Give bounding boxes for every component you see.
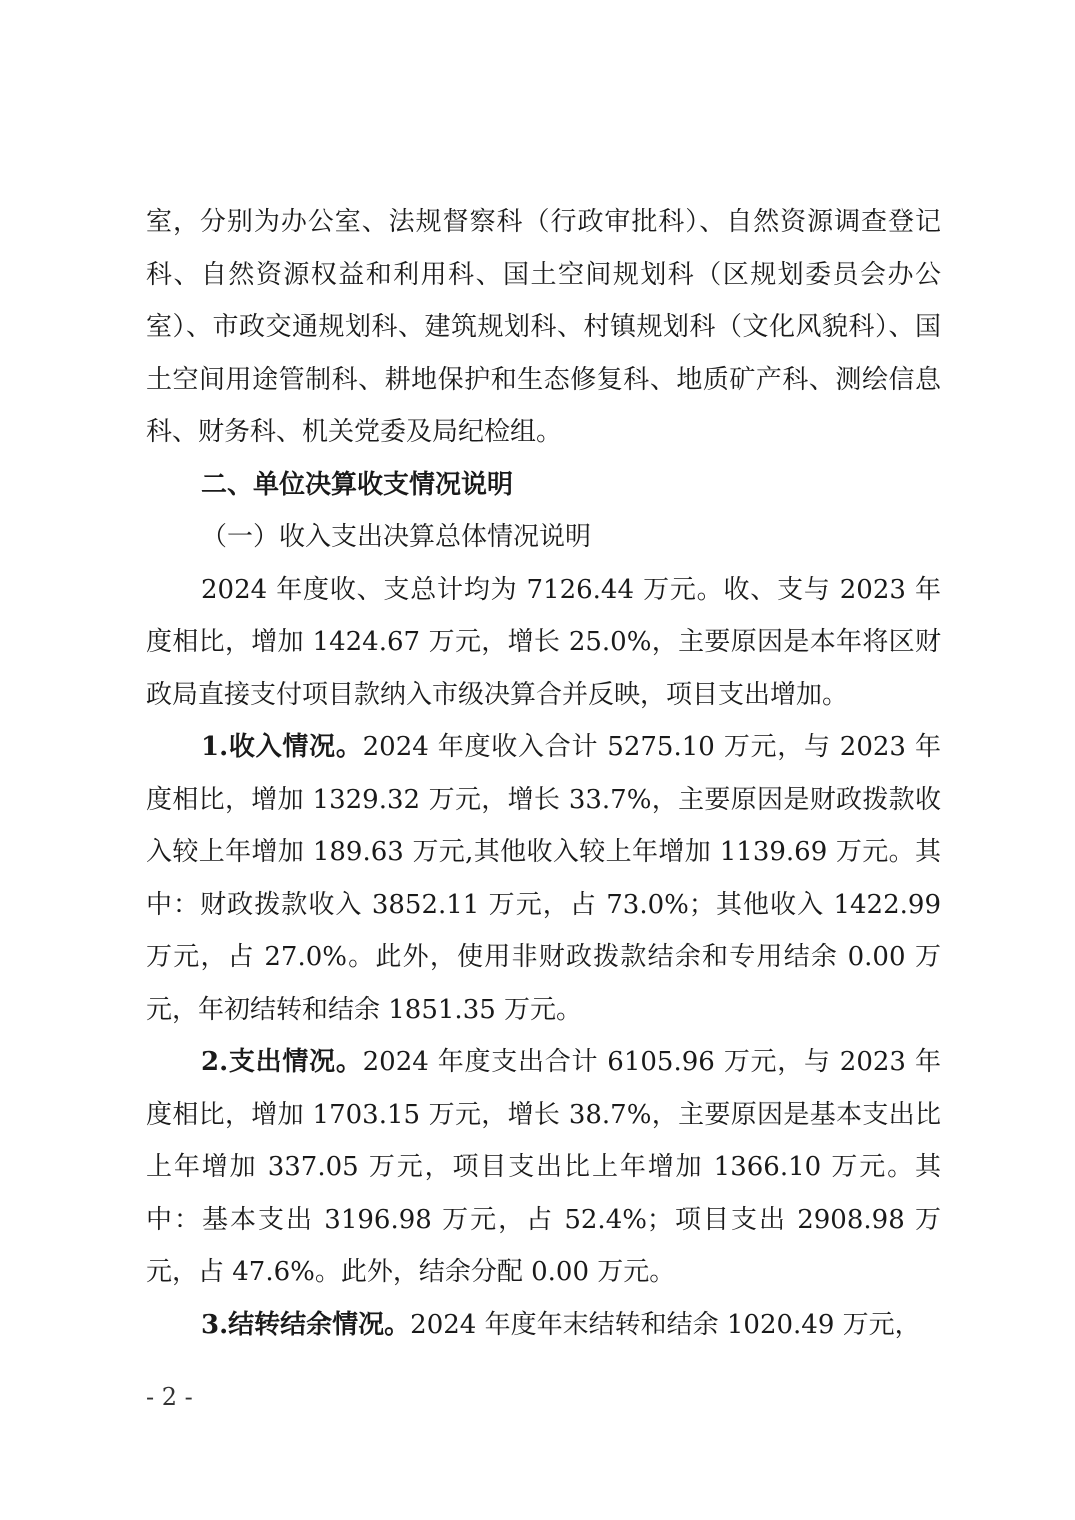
paragraph-income: [146, 721, 941, 1036]
paragraph-carryover: [146, 1299, 941, 1352]
document-body: [146, 196, 941, 1351]
carryover-body: 2024 年度年末结转和结余 1020.49 万元，: [410, 1309, 921, 1340]
subsection-heading: （一）收入支出决算总体情况说明: [201, 522, 592, 552]
income-body: 2024 年度收入合计 5275.10 万元，与 2023 年度相比，增加 1329.32 万元，增长 33.7%，主要原因是财政拨款收入较上年增加 189.63 万元,其他收入较上年增加 1139.69 万元。其中：财政拨款收入 3852.11 万元，占 73.0%；其他收入 1422.99 万元，占 27.0%。此外，使用非财政拨款结余和专用结余 0.00 万元，年初结转和结余 1851.35 万元。: [146, 732, 941, 1025]
income-lead: 1.收入情况。: [201, 732, 363, 762]
section-heading: 二、单位决算收支情况说明: [201, 469, 514, 500]
paragraph-departments: 室，分别为办公室、法规督察科（行政审批科）、自然资源调查登记科、自然资源权益和利用科、国土空间规划科（区规划委员会办公室）、市政交通规划科、建筑规划科、村镇规划科（文化风貌科）、国土空间用途管制科、耕地保护和生态修复科、地质矿产科、测绘信息科、财务科、机关党委及局纪检组。: [146, 207, 941, 447]
expense-body: 2024 年度支出合计 6105.96 万元，与 2023 年度相比，增加 1703.15 万元，增长 38.7%，主要原因是基本支出比上年增加 337.05 万元，项目支出比上年增加 1366.10 万元。其中：基本支出 3196.98 万元，占 52.4%；项目支出 2908.98 万元，占 47.6%。此外，结余分配 0.00 万元。: [146, 1047, 941, 1287]
page-number: - 2 -: [146, 1383, 193, 1411]
paragraph-expense: [146, 1036, 941, 1299]
carryover-lead: 3.结转结余情况。: [201, 1309, 411, 1340]
expense-lead: 2.支出情况。: [201, 1047, 363, 1077]
paragraph-total-summary: 2024 年度收、支总计均为 7126.44 万元。收、支与 2023 年度相比，增加 1424.67 万元，增长 25.0%，主要原因是本年将区财政局直接支付项目款纳入市级决算合并反映，项目支出增加。: [146, 574, 941, 710]
